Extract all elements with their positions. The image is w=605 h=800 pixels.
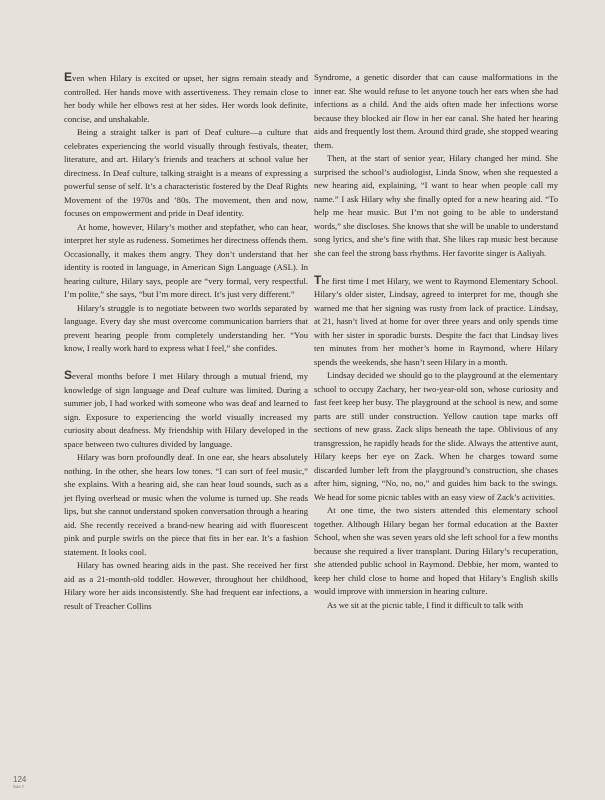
paragraph: Hilary’s struggle is to negotiate between two worlds separated by language. Every day she must overcome communication barriers that prevent hearing people from completely understanding her. “You know, I really work hard to express what I feel,” she confides.	[64, 302, 308, 353]
paragraph: Hilary was born profoundly deaf. In one ear, she hears absolutely nothing. In the other, she hears low tones. “I can sort of feel music,” she explains. With a hearing aid, she can hear loud sounds, such as a jet flying overhead or music when the volume is turned up. She reads lips, but she cannot understand spoken conversation through a hearing aid. She recently received a brand-new hearing aid with fluorescent pink and purple swirls on the piece that fits in her ear. It’s a fashion statement. It looks cool.	[64, 452, 308, 557]
page-folio	[13, 775, 26, 789]
paragraph: At one time, the two sisters attended this elementary school together. Although Hilary began her formal education at the Baxter School, when she was seven years old she left school for a few months because she required a liver transplant. During Hilary’s recuperation, she attended public school in Raymond. Debbie, her mom, wanted to keep her child close to home and hoped that Hilary’s English skills would improve with immersion in hearing culture.	[314, 505, 558, 596]
page-number: 124	[13, 775, 27, 784]
section-break	[64, 356, 308, 370]
paragraph: The first time I met Hilary, we went to Raymond Elementary School. Hilary’s older sister, Lindsay, agreed to interpret for me, though she warned me that her signing was rusty from lack of practice. Lindsay, at 21, hasn’t lived at home for over three years and only spends time with her sister in sporadic bursts. Despite the fact that Lindsay lives ten minutes from her mother’s home in Raymond, where Hilary spends the weekends, she hasn’t seen Hilary in a month.	[314, 272, 558, 367]
paragraph: Syndrome, a genetic disorder that can cause malformations in the inner ear. She would refuse to let anyone touch her ears when she had infections as a child. And the aids often made her infections worse because they blocked air flow in her ear canal. She hated her hearing aids and frequently lost them. Around third grade, she stopped wearing them.	[314, 72, 558, 150]
drop-cap: E	[64, 70, 73, 84]
section-break	[314, 260, 558, 274]
paragraph: Lindsay decided we should go to the playground at the elementary school to occupy Zachary, her two-year-old son, whose curiosity and fast feet keep her busy. The playground at the school is new, and some parts are still under construction. Yellow caution tape marks off sections of new grass. Zack slips beneath the tape. Oblivious of any transgression, he rapidly heads for the slide. Always the attentive aunt, Hilary keeps her eye on Zack. When he charges toward some discarded lumber left from the playground’s construction, she chases after him, signing, “No, no, no,” and guides him back to the swings. We head for some picnic tables with an easy view of Zack’s activities.	[314, 370, 558, 502]
drop-cap: S	[64, 368, 73, 382]
paragraph: Hilary has owned hearing aids in the past. She received her first aid as a 21-month-old toddler. However, throughout her childhood, Hilary wore her aids inconsistently. She had frequent ear infections, a result of Treacher Collins	[64, 560, 308, 611]
publication-mark: SALT	[13, 784, 25, 789]
drop-cap: T	[314, 272, 322, 287]
left-column	[64, 71, 308, 613]
paragraph: As we sit at the picnic table, I find it difficult to talk with	[327, 599, 524, 610]
paragraph: Then, at the start of senior year, Hilary changed her mind. She surprised the school’s audiologist, Linda Snow, when she requested a new hearing aid, explaining, “I want to hear when people call my name.” I ask Hilary why she finally opted for a new hearing aid. “To help me hear music. But I’m not going to be able to understand words,” she discloses. She knows that she will be unable to understand song lyrics, and she’s fine with that. She likes rap music best because she can feel the strong bass rhythms. Her favorite singer is Aaliyah.	[314, 153, 558, 258]
right-column	[314, 71, 558, 612]
paragraph: Being a straight talker is part of Deaf culture—a culture that celebrates experiencing the world visually through festivals, theater, literature, and art. Hilary’s friends and teachers at school value her directness. In Deaf culture, talking straight is a means of expressing a powerful sense of self. It’s a characteristic fostered by the Deaf Rights Movement of the 1970s and ’80s. The movement, then and now, focuses on empowerment and pride in Deaf identity.	[64, 127, 308, 218]
paragraph: At home, however, Hilary’s mother and stepfather, who can hear, interpret her style as rudeness. Sometimes her directness offends them. Occasionally, it makes them angry. They don’t understand that her identity is rooted in language, in American Sign Language (ASL). In hearing culture, Hilary says, people are “very formal, very respectful. I’m polite,” she says, “but I’m more direct. It’s just very different.”	[64, 221, 308, 299]
paragraph: Several months before I met Hilary through a mutual friend, my knowledge of sign language and Deaf culture was limited. During a summer job, I had worked with someone who was deaf and learned to sign. Exposure to experiencing the world visually increased my curiosity about deafness. My friendship with Hilary developed in the space between two cultures divided by language.	[64, 368, 308, 449]
paragraph: Even when Hilary is excited or upset, her signs remain steady and controlled. Her hands move with assertiveness. They remain close to her body while her elbows rest at her sides. Her words look definite, concise, and unshakable.	[64, 70, 308, 124]
